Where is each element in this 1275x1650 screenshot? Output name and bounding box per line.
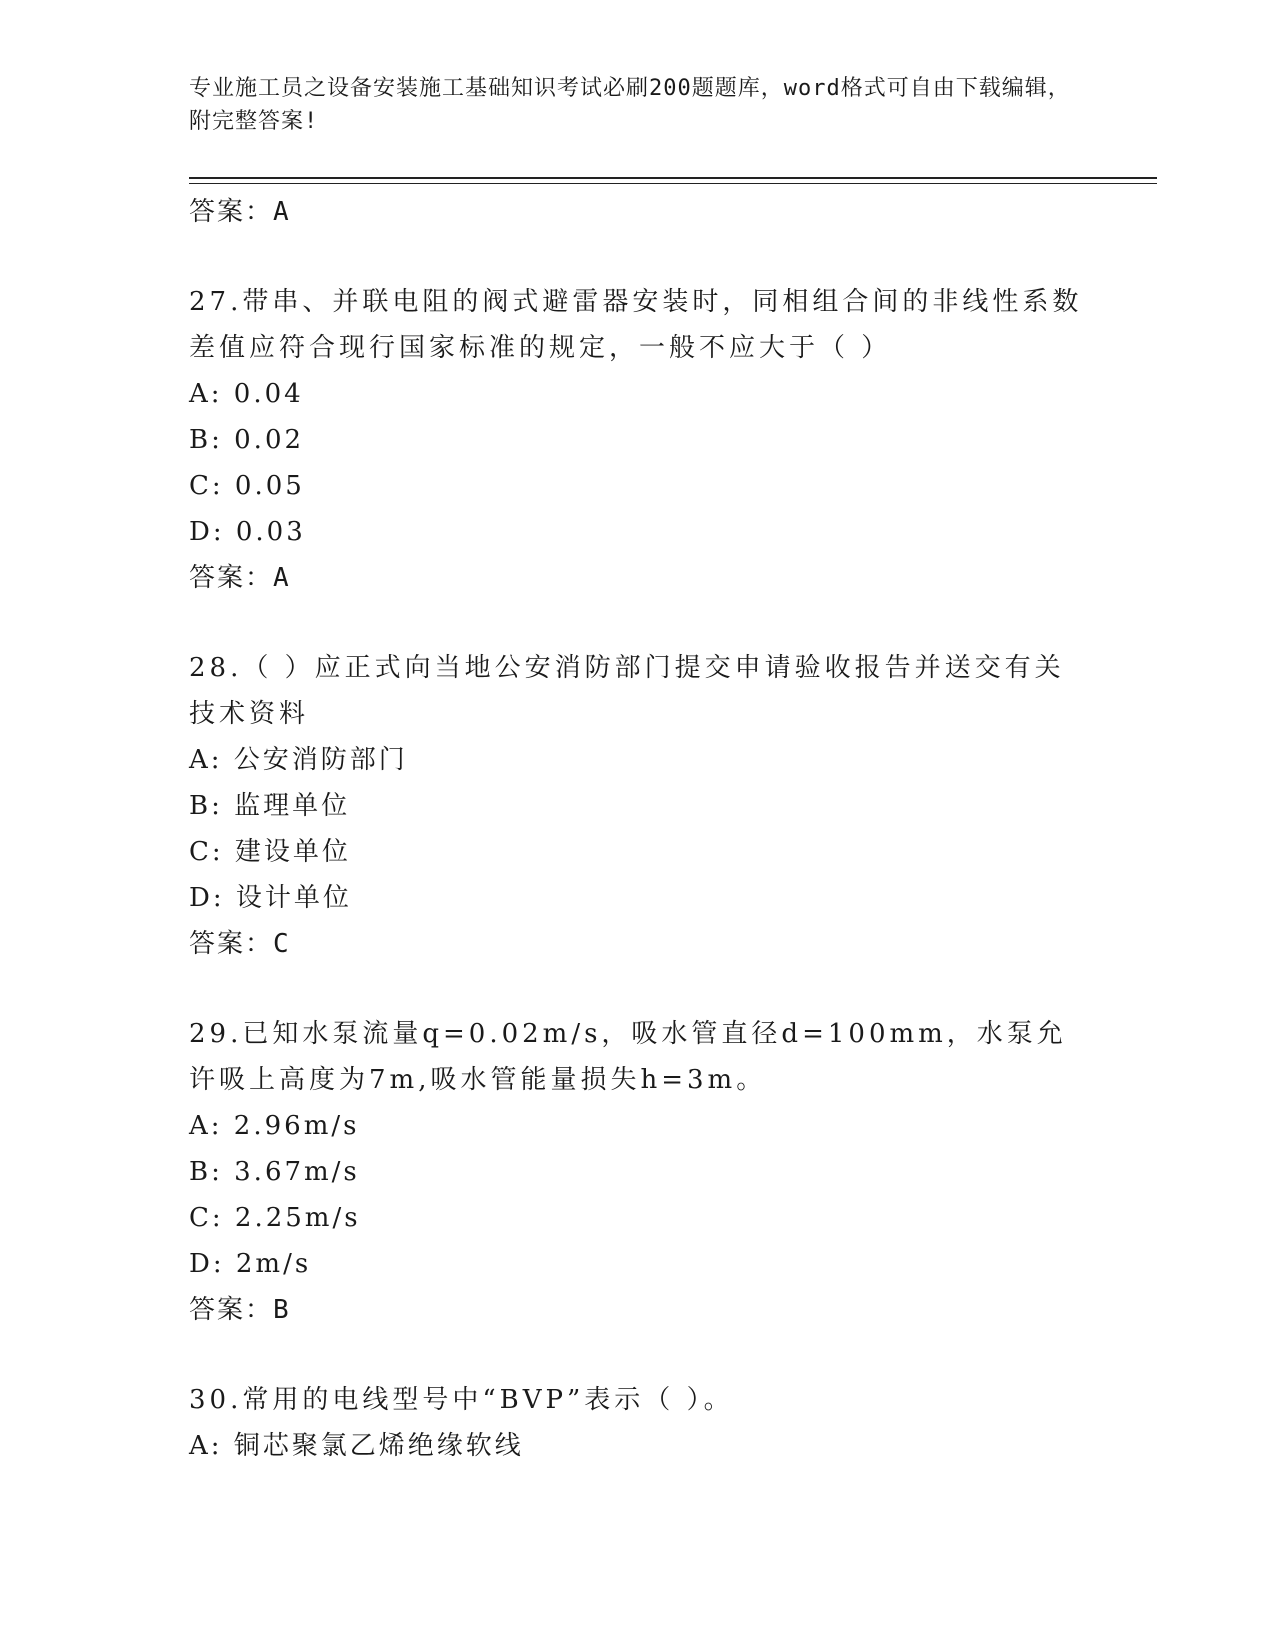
answer-line: 答案：A	[189, 563, 291, 593]
question-stem: 30.常用的电线型号中“BVP”表示（ ）。	[189, 1385, 734, 1415]
question-block-27	[189, 279, 1089, 601]
option-b: B: 3.67m/s	[189, 1157, 360, 1187]
question-block-30	[189, 1377, 1089, 1469]
option-a: A: 0.04	[189, 379, 304, 409]
spacer	[189, 235, 1089, 279]
header-divider-thick	[189, 177, 1157, 179]
option-c: C: 0.05	[189, 471, 305, 501]
answer-line: 答案：B	[189, 1295, 291, 1325]
spacer	[189, 601, 1089, 645]
option-d: D: 设计单位	[189, 883, 352, 913]
question-block-29	[189, 1011, 1089, 1333]
option-c: C: 建设单位	[189, 837, 351, 867]
option-b: B: 0.02	[189, 425, 305, 455]
option-a: A: 2.96m/s	[189, 1111, 360, 1141]
header-divider-thin	[189, 183, 1157, 184]
question-stem: 27.带串、并联电阻的阀式避雷器安装时，同相组合间的非线性系数差值应符合现行国家标准的规定，一般不应大于（ ）	[189, 287, 1083, 363]
answer-line: 答案：A	[189, 197, 291, 227]
question-content	[189, 189, 1089, 1469]
page-header: 专业施工员之设备安装施工基础知识考试必刷200题题库，word格式可自由下载编辑，附完整答案!	[189, 76, 1071, 134]
question-stem: 28.（ ）应正式向当地公安消防部门提交申请验收报告并送交有关技术资料	[189, 653, 1065, 729]
option-a: A: 铜芯聚氯乙烯绝缘软线	[189, 1431, 524, 1461]
spacer	[189, 1333, 1089, 1377]
question-block-28	[189, 645, 1089, 967]
option-c: C: 2.25m/s	[189, 1203, 361, 1233]
answer-line: 答案：C	[189, 929, 291, 959]
option-a: A: 公安消防部门	[189, 745, 408, 775]
option-d: D: 0.03	[189, 517, 306, 547]
option-b: B: 监理单位	[189, 791, 351, 821]
question-stem: 29.已知水泵流量q=0.02m/s，吸水管直径d=100mm，水泵允许吸上高度为7m,吸水管能量损失h=3m。	[189, 1019, 1067, 1095]
spacer	[189, 967, 1089, 1011]
option-d: D: 2m/s	[189, 1249, 312, 1279]
